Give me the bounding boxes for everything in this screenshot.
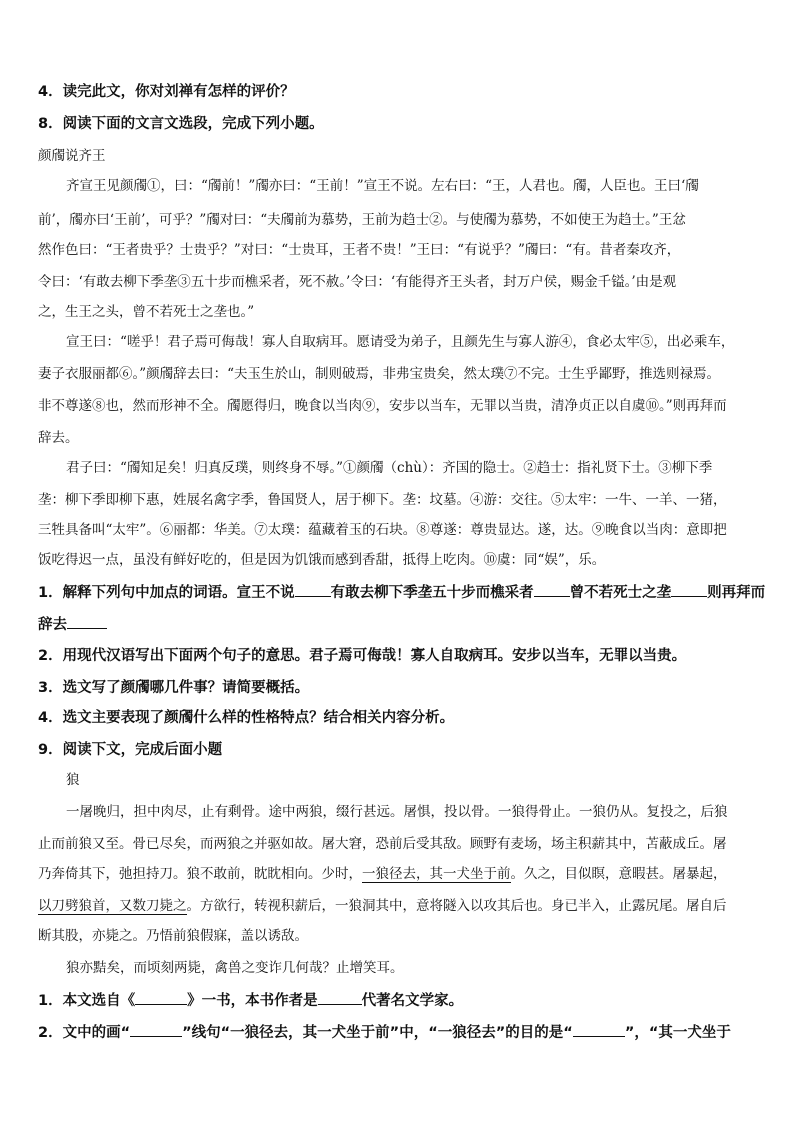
question-text: 曾不若死士之垄 [569, 585, 672, 601]
question-text: 代著名文学家。 [361, 993, 464, 1009]
passage-line: 非不尊遂⑧也，然而形神不全。斶愿得归，晚食以当肉⑨，安步以当车，无罪以当贵，清净贞正以自虞⑩。”则再拜而 [38, 398, 727, 414]
question-2-underline [38, 1022, 758, 1043]
passage-line: 宣王曰：“嗟乎！君子焉可侮哉！寡人自取病耳。愿请受为弟子，且颜先生与寡人游④，食必太牢⑤，出必乘车， [66, 334, 735, 350]
passage-line: 齐宣王见颜斶①，曰：“斶前！”斶亦曰：“王前！”宣王不说。左右曰：“王，人君也。斶，人臣也。王曰‘斶 [66, 178, 699, 194]
question-4-liu-chan: 4．读完此文，你对刘禅有怎样的评价？ [38, 84, 295, 100]
passage-line: 一屠晚归，担中肉尽，止有剩骨。途中两狼，缀行甚远。屠惧，投以骨。一狼得骨止。一狼仍从。复投之，后狼 [66, 804, 728, 820]
answer-blank[interactable] [67, 614, 107, 629]
answer-blank[interactable] [130, 1022, 182, 1037]
passage-line [38, 864, 758, 884]
question-4-character: 4．选文主要表现了颜斶什么样的性格特点？结合相关内容分析。 [38, 710, 455, 726]
annotation-line: 垄：柳下季即柳下惠，姓展名禽字季，鲁国贤人，居于柳下。垄：坟墓。④游：交往。⑤太牢：一牛、一羊、一猪， [38, 492, 727, 508]
answer-blank[interactable] [671, 582, 707, 597]
question-2-translate: 2．用现代汉语写出下面两个句子的意思。君子焉可侮哉！寡人自取病耳。安步以当车，无罪以当贵。 [38, 648, 687, 664]
question-text: 》一书，本书作者是 [187, 993, 318, 1009]
underlined-sentence: 以刀劈狼首，又数刀毙之 [38, 898, 187, 914]
passage-line: 狼亦黠矣，而顷刻两毙，禽兽之变诈几何哉？止增笑耳。 [66, 960, 404, 976]
answer-blank[interactable] [318, 990, 362, 1005]
passage-line: 令曰：‘有敢去柳下季垄③五十步而樵采者，死不赦。’令曰：‘有能得齐王头者，封万户侯，赐金千镒。’由是观 [38, 274, 677, 290]
passage-line: 断其股，亦毙之。乃悟前狼假寐，盖以诱敌。 [38, 928, 308, 944]
passage-line: 前’，斶亦曰‘王前’，可乎？”斶对曰：“夫斶前为慕势，王前为趋士②。与使斶为慕势，不如使王为趋士。”王忿 [38, 212, 686, 228]
question-text: 则再拜而 [707, 585, 766, 601]
question-text: 1．本文选自《 [38, 993, 136, 1009]
passage-line: 之，生王之头，曾不若死士之垄也。” [38, 304, 255, 320]
passage-line: 辞去。 [38, 430, 79, 446]
section-9-heading: 9．阅读下文，完成后面小题 [38, 742, 223, 758]
question-text: ”，“其一犬坐于 [624, 1025, 731, 1041]
annotation-line: 饭吃得迟一点，虽没有鲜好吃的，但是因为饥饿而感到香甜，抵得上吃肉。⑩虞：同“娱”，乐。 [38, 552, 606, 568]
question-1-vocab [38, 582, 766, 603]
question-3-summary: 3．选文写了颜斶哪几件事？请简要概括。 [38, 680, 310, 696]
question-text: 辞去 [38, 617, 67, 633]
passage-title-yan-chu: 颜斶说齐王 [38, 148, 106, 164]
passage-line: 然作色曰：“王者贵乎？士贵乎？”对曰：“士贵耳，王者不贵！”王曰：“有说乎？”斶曰：“有。昔者秦攻齐， [38, 242, 681, 258]
passage-title-wolf: 狼 [66, 772, 80, 788]
answer-blank[interactable] [573, 1022, 625, 1037]
passage-line [38, 896, 758, 916]
question-text: 有敢去柳下季垄五十步而樵采者 [330, 585, 534, 601]
answer-blank[interactable] [135, 990, 187, 1005]
underlined-sentence: 一狼径去，其一犬坐于前 [362, 866, 511, 882]
answer-blank[interactable] [295, 582, 331, 597]
question-text: 2．文中的画“ [38, 1025, 131, 1041]
question-text: ”线句“一狼径去，其一犬坐于前”中，“一狼径去”的目的是“ [182, 1025, 573, 1041]
passage-text: 。方欲行，转视积薪后，一狼洞其中，意将隧入以攻其后也。身已半入，止露尻尾。屠自后 [186, 898, 727, 914]
passage-line: 止而前狼又至。骨已尽矣，而两狼之并驱如故。屠大窘，恐前后受其敌。顾野有麦场，场主积薪其中，苫蔽成丘。屠 [38, 836, 727, 852]
passage-text: 乃奔倚其下，弛担持刀。狼不敢前，眈眈相向。少时， [38, 866, 362, 882]
answer-blank[interactable] [534, 582, 570, 597]
question-1-source [38, 990, 758, 1011]
annotation-line: 君子曰：“斶知足矣！归真反璞，则终身不辱。”①颜斶（chù）：齐国的隐士。②趋士：指礼贤下士。③柳下季 [66, 460, 713, 476]
passage-text: 。久之，目似瞑，意暇甚。屠暴起， [510, 866, 727, 882]
question-1-vocab-cont [38, 614, 758, 635]
question-text: 1．解释下列句中加点的词语。宣王不说 [38, 585, 295, 601]
passage-line: 妻子衣服丽都⑥。”颜斶辞去曰：“夫玉生於山，制则破焉，非弗宝贵矣，然太璞⑦不完。士生乎鄙野，推选则禄焉。 [38, 366, 721, 382]
section-8-heading: 8．阅读下面的文言文选段，完成下列小题。 [38, 116, 324, 132]
annotation-line: 三牲具备叫“太牢”。⑥丽都：华美。⑦太璞：蕴藏着玉的石块。⑧尊遂：尊贵显达。遂，达。⑨晚食以当肉：意即把 [38, 522, 727, 538]
